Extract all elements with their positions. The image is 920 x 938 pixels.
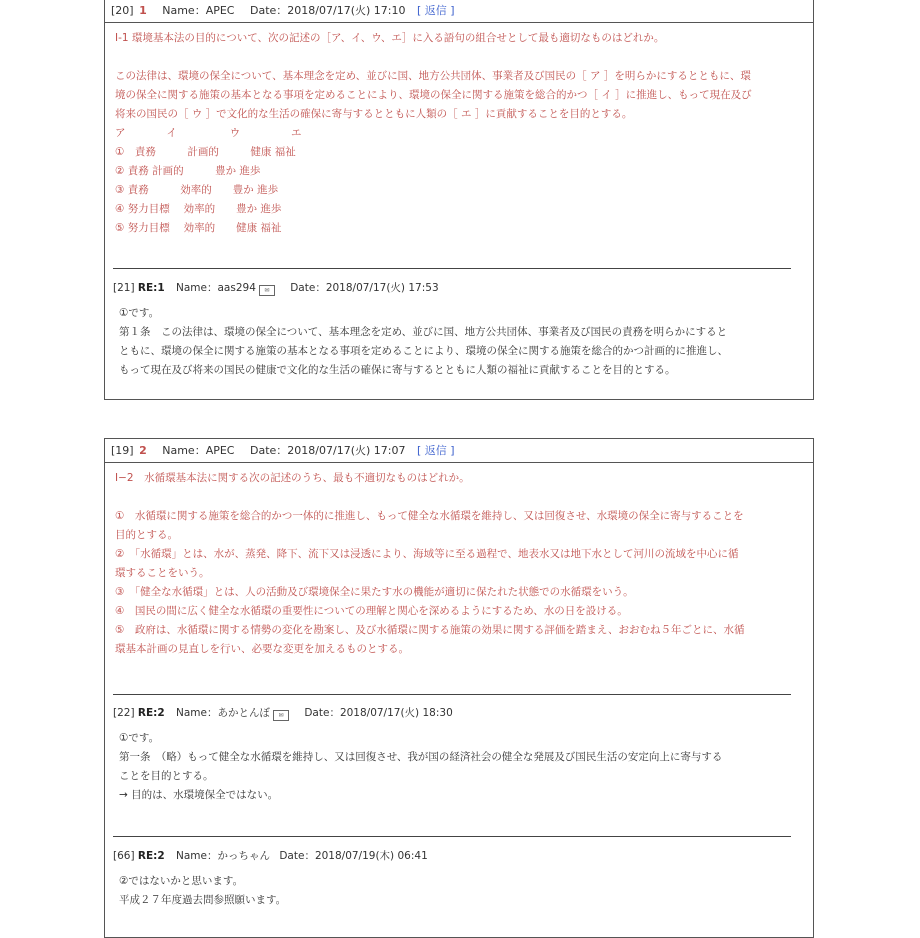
reply-post [113,278,728,380]
post-number: 1 [139,4,147,17]
divider [113,268,791,269]
reply-line: ②ではないかと思います。 [119,875,244,887]
column-label: イ [166,127,177,139]
answer-option: ④ 努力目標 効率的 豊か 進歩 [115,203,282,215]
reply-author: Name：かっちゃん [176,850,270,862]
mail-icon[interactable]: ✉ [273,710,289,721]
reply-link[interactable]: [ 返信 ] [416,444,455,457]
reply-line: 第１条 この法律は、環境の保全について、基本理念を定め、並びに国、地方公共団体、事業者及び国民の責務を明らかにすると [119,326,728,338]
reply-line: 平成２７年度過去問参照願います。 [119,894,287,906]
question-line: Ⅰ-1 環境基本法の目的について、次の記述の［ア、イ、ウ、エ］に入る語句の組合せとして最も適切なものはどれか。 [115,32,665,44]
post-date: Date：2018/07/17(火) 17:10 [250,4,406,17]
reply-id: [22] [113,707,135,719]
post-id: [19] [111,444,134,457]
question-line: ③ 「健全な水循環」とは、人の活動及び環境保全に果たす水の機能が適切に保たれた状態での水循環をいう。 [115,586,634,598]
reply-date: Date：2018/07/19(木) 06:41 [279,850,428,862]
reply-date: Date：2018/07/17(火) 18:30 [304,707,453,719]
reply-line: 第一条 （略）もって健全な水循環を維持し、又は回復させ、我が国の経済社会の健全な発展及び国民生活の安定向上に寄与する [119,751,723,763]
question-body [105,23,813,238]
post-date: Date：2018/07/17(火) 17:07 [250,444,406,457]
column-label: エ [291,127,302,139]
reply-line: もって現在及び将来の国民の健康で文化的な生活の確保に寄与するとともに人類の福祉に貢献することを目的とする。 [119,364,676,376]
answer-columns [115,124,813,143]
answer-option: ① 責務 計画的 健康 福祉 [115,146,296,158]
question-line: ⑤ 政府は、水循環に関する情勢の変化を勘案し、及び水循環に関する施策の効果に関する評価を踏まえ、おおむね５年ごとに、水循 [115,624,745,636]
divider [113,836,791,837]
mail-icon[interactable]: ✉ [259,285,275,296]
question-line: 目的とする。 [115,529,178,541]
question-line: Ⅰ−2 水循環基本法に関する次の記述のうち、最も不適切なものはどれか。 [115,472,470,484]
reply-post [113,846,428,910]
question-line: ① 水循環に関する施策を総合的かつ一体的に推進し、もって健全な水循環を維持し、又は回復させ、水環境の保全に寄与することを [115,510,744,522]
reply-line: → 目的は、水環境保全ではない。 [119,789,279,801]
post-number: 2 [139,444,147,457]
question-line: 環することをいう。 [115,567,210,579]
post-author: Name：APEC [162,444,235,457]
reply-date: Date：2018/07/17(火) 17:53 [290,282,439,294]
reply-post [113,703,722,805]
question-line: ④ 国民の間に広く健全な水循環の重要性についての理解と関心を深めるようにするため、水の日を設ける。 [115,605,628,617]
post-header [105,439,813,463]
post-id: [20] [111,4,134,17]
reply-body [113,729,722,805]
reply-id: [21] [113,282,135,294]
post-header [105,0,813,23]
column-label: ウ [229,127,241,139]
answer-option: ③ 責務 効率的 豊か 進歩 [115,184,279,196]
question-line: 将来の国民の［ ウ ］で文化的な生活の確保に寄与するとともに人類の［ エ ］に貢献することを目的とする。 [115,108,633,120]
divider [113,694,791,695]
reply-body [113,304,728,380]
question-line: 境の保全に関する施策の基本となる事項を定めることにより、環境の保全に関する施策を総合的かつ［ イ ］に推進し、もって現在及び [115,89,752,101]
answer-option: ② 責務 計画的 豊か 進歩 [115,165,261,177]
post-author: Name：APEC [162,4,235,17]
reply-line: ①です。 [119,307,160,319]
reply-link[interactable]: [ 返信 ] [416,4,455,17]
question-line: この法律は、環境の保全について、基本理念を定め、並びに国、地方公共団体、事業者及び国民の［ ア ］を明らかにするとともに、環 [115,70,751,82]
question-body [105,463,813,659]
reply-title: RE:1 [137,282,165,294]
reply-title: RE:2 [137,850,165,862]
reply-header [113,703,722,723]
reply-body [113,872,428,910]
reply-author: Name：あかとんぼ [176,707,270,719]
question-line: 環基本計画の見直しを行い、必要な変更を加えるものとする。 [115,643,409,655]
reply-line: ともに、環境の保全に関する施策の基本となる事項を定めることにより、環境の保全に関する施策を総合的かつ計画的に推進し、 [119,345,728,357]
column-label: ア [115,127,126,139]
question-line: ② 「水循環」とは、水が、蒸発、降下、流下又は浸透により、海域等に至る過程で、地表水又は地下水として河川の流域を中心に循 [115,548,739,560]
post-thread-2 [104,438,814,938]
reply-line: ①です。 [119,732,160,744]
answer-option: ⑤ 努力目標 効率的 健康 福祉 [115,222,282,234]
reply-header [113,846,428,866]
post-thread-1 [104,0,814,400]
reply-line: ことを目的とする。 [119,770,214,782]
reply-id: [66] [113,850,135,862]
reply-author: Name：aas294 [176,282,256,294]
reply-title: RE:2 [137,707,165,719]
reply-header [113,278,728,298]
